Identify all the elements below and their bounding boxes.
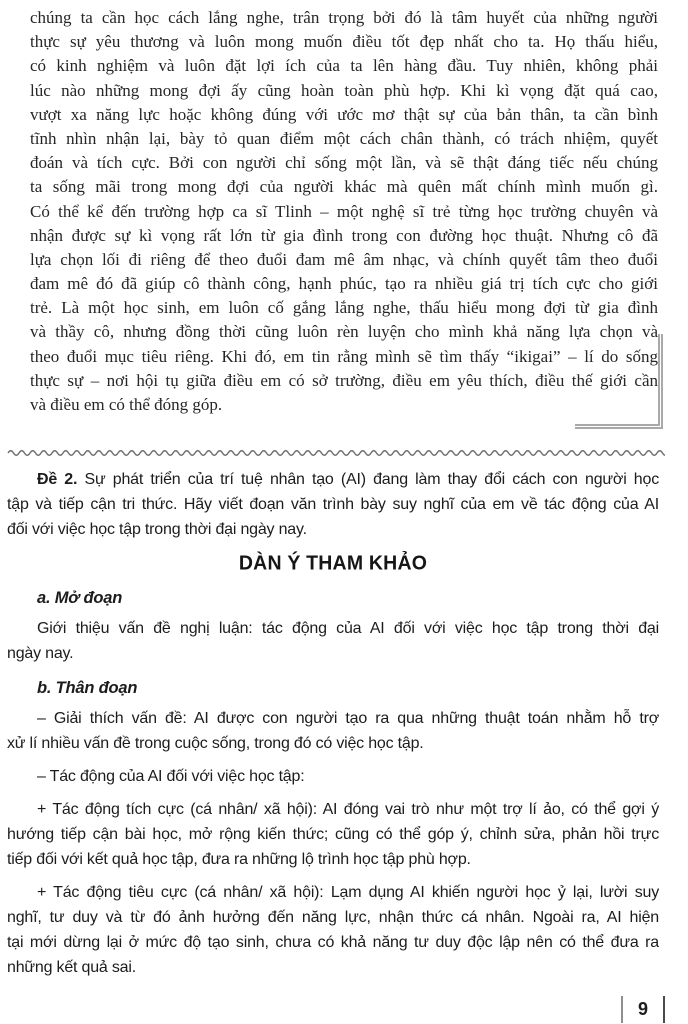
- de2-paragraph: [7, 467, 659, 542]
- outline-line: ngày nay.: [7, 645, 74, 662]
- outline-line: tiếp đối với kết quả học tập, đưa ra những lộ trình học tập phù hợp.: [7, 851, 471, 868]
- de2-line-rest: Sự phát triển của trí tuệ nhân tạo (AI) đang làm thay đổi cách con người học: [77, 471, 659, 488]
- essay-line: có kinh nghiệm và luôn đặt lợi ích của ta lên hàng đầu. Tuy nhiên, không phải: [30, 56, 658, 76]
- de2-line: tập và tiếp cận tri thức. Hãy viết đoạn văn trình bày suy nghĩ của em về tác động của AI: [7, 496, 659, 513]
- essay-line: đam mê đó đã giúp cô thành công, hạnh phúc, tạo ra nhiều giá trị tích cực cho giới: [30, 274, 658, 294]
- outline-line: – Giải thích vấn đề: AI được con người tạo ra qua những thuật toán nhằm hỗ trợ: [37, 710, 659, 727]
- outline-line: + Tác động tích cực (cá nhân/ xã hội): AI đóng vai trò như một trợ lí ảo, có thể gợi ý: [37, 801, 659, 818]
- outline-line: những kết quả sai.: [7, 959, 136, 976]
- essay-line: theo đuổi mục tiêu riêng. Khi đó, em tin rằng mình sẽ tìm thấy “ikigai” – lí do sống: [30, 346, 658, 366]
- wavy-divider-svg: [7, 447, 665, 459]
- outline-line: + Tác động tiêu cực (cá nhân/ xã hội): Lạm dụng AI khiến người học ỷ lại, lười suy: [37, 884, 659, 901]
- outline-line: – Tác động của AI đối với việc học tập:: [37, 768, 305, 785]
- essay-line: ta sống mãi trong mong đợi của người khác mà quên mất chính mình muốn gì.: [30, 177, 658, 197]
- essay-line: và điều em có thể đóng góp.: [30, 395, 223, 414]
- essay-line: lựa chọn lối đi riêng để theo đuổi đam mê âm nhạc, và chính quyết tâm theo đuổi: [30, 249, 658, 269]
- negative-impact-paragraph: [7, 880, 659, 980]
- essay-line: trẻ. Là một học sinh, em luôn cố gắng lắng nghe, thấu hiểu mong đợi từ gia đình: [30, 298, 658, 318]
- essay-line: thực sự yêu thương và luôn mong muốn điều tốt đẹp nhất cho ta. Họ thấu hiểu,: [30, 32, 658, 52]
- essay-line: Có thể kể đến trường hợp ca sĩ Tlinh – một nghệ sĩ trẻ từng học trường chuyên và: [30, 201, 658, 221]
- essay-line: chúng ta cần học cách lắng nghe, trân trọng bởi đó là tâm huyết của những người: [30, 8, 658, 27]
- essay-line: tĩnh nhìn nhận lại, bày tỏ quan điểm một cách chân thành, có trách nhiệm, quyết: [30, 128, 658, 148]
- section-a-paragraph: [7, 616, 659, 666]
- de2-line: [7, 467, 659, 492]
- essay-line: và thầy cô, nhưng đồng thời cũng luôn rèn luyện cho mình khả năng lựa chọn và: [30, 322, 658, 342]
- essay-line: thực sự – nơi hội tụ giữa điều em có sở trường, điều em yêu thích, điều thế giới cần: [30, 370, 658, 390]
- de2-label: Đề 2.: [37, 471, 78, 488]
- outline-section: [7, 467, 659, 980]
- section-b-label: b. Thân đoạn: [37, 679, 138, 697]
- footer-rule-left: [621, 996, 623, 1023]
- essay-line: nhận được sự kì vọng rất lớn từ gia đình trong con đường học thuật. Nhưng cô đã: [30, 225, 658, 245]
- essay-line: vượt xa năng lực hoặc không đúng với ước mơ thật sự của bản thân, ta cần bình: [30, 104, 658, 124]
- section-a-label: a. Mở đoạn: [37, 589, 123, 607]
- positive-impact-paragraph: [7, 797, 659, 872]
- explain-paragraph: [7, 706, 659, 756]
- essay-body-paragraph: [30, 6, 658, 417]
- essay-line: lúc nào những mong đợi ấy cũng hoàn toàn phù hợp. Khi kì vọng đặt quá cao,: [30, 80, 658, 100]
- outline-line: hướng tiếp cận bài học, mở rộng kiến thức; cũng có thể góp ý, chỉnh sửa, phản hồi trực: [7, 826, 659, 843]
- wavy-divider: [7, 447, 665, 459]
- de2-line: đối với việc học tập trong thời đại ngày nay.: [7, 521, 307, 538]
- box-corner-bracket: [575, 334, 663, 429]
- impact-intro-paragraph: [7, 764, 659, 789]
- outline-line: nghĩ, tư duy và từ đó ảnh hưởng đến năng lực, nhận thức cá nhân. Ngoài ra, AI hiện: [7, 909, 659, 926]
- outline-line: xử lí nhiều vấn đề trong cuộc sống, trong đó có việc học tập.: [7, 735, 424, 752]
- outline-line: tại mới dừng lại ở mức độ tạo sinh, chưa có khả năng tư duy độc lập nên có thể đưa ra: [7, 934, 659, 951]
- outline-heading: DÀN Ý THAM KHẢO: [238, 551, 428, 575]
- outline-line: Giới thiệu vấn đề nghị luận: tác động của AI đối với việc học tập trong thời đại: [37, 620, 659, 637]
- footer-rule-right: [663, 996, 665, 1023]
- essay-line: đoán và tích cực. Bởi con người chỉ sống một lần, và sẽ thật đáng tiếc nếu chúng: [30, 153, 658, 173]
- page-number: 9: [637, 999, 648, 1019]
